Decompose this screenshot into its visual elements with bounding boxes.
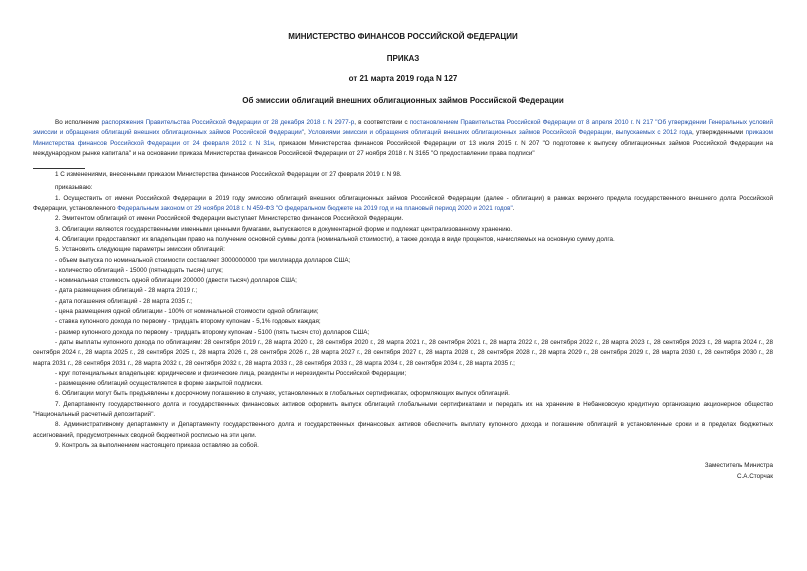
footnote: 1 С изменениями, внесенными приказом Министерства финансов Российской Федерации от 27 февраля 2019 г. N 98. <box>55 171 402 179</box>
document-title: Об эмиссии облигаций внешних облигационных займов Российской Федерации <box>242 96 564 105</box>
paragraph-4: 4. Облигации предоставляют их владельцам право на получение основной суммы долга (номинальной стоимости), а также дохода в виде процентов, начисляемых на основную сумму долга. <box>55 235 615 243</box>
intro-text-4: , утвержденными <box>692 129 746 137</box>
param-placement-price: - цена размещения одной облигации - 100% от номинальной стоимости одной облигации; <box>55 308 319 316</box>
link-government-order-2977[interactable]: распоряжения Правительства Российской Федерации от 28 декабря 2018 г. N 2977-р <box>101 119 355 126</box>
intro-text-1: Во исполнение <box>55 119 102 126</box>
footnote-separator <box>33 168 85 169</box>
param-placement-date: - дата размещения облигаций - 28 марта 2019 г.; <box>55 287 198 295</box>
intro-text-2: , в соответствии с <box>354 119 410 126</box>
link-resolution-217[interactable]: постановлением Правительства Российской Федерации от 8 апреля 2010 г. N 217 "Об утверждении Генеральных условий эмиссии и обращения облигаций внешних облигационных займов Российской Федерации" <box>33 119 774 137</box>
signature-name: С.А.Сторчак <box>736 472 773 480</box>
param-placement-form: - размещение облигаций осуществляется в форме закрытой подписки. <box>55 380 263 388</box>
paragraph-3: 3. Облигации являются государственными именными ценными бумагами, выпускаются в документарной форме и подлежат централизованному хранению. <box>55 225 513 233</box>
intro-text-3: , <box>304 129 309 137</box>
paragraph-1 <box>33 194 773 215</box>
signature-position: Заместитель Министра <box>704 462 773 470</box>
param-holders: - круг потенциальных владельцев: юридические и физические лица, резиденты и нерезиденты Российской Федерации; <box>55 369 407 377</box>
link-issuance-conditions[interactable]: Условиями эмиссии и обращения облигаций внешних облигационных займов Российской Федерации, выпускаемых с 2012 года <box>308 129 693 137</box>
param-nominal-value: - номинальная стоимость одной облигации 200000 (двести тысяч) долларов США; <box>55 277 297 285</box>
paragraph-5: 5. Установить следующие параметры эмиссии облигаций: <box>55 246 225 254</box>
param-quantity: - количество облигаций - 15000 (пятнадцать тысяч) штук; <box>55 266 223 274</box>
date-number-heading: от 21 марта 2019 года N 127 <box>348 74 458 83</box>
paragraph-6: 6. Облигации могут быть предъявлены к досрочному погашению в случаях, установленных в глобальных сертификатах, оформляющих выпуск облигаций. <box>55 390 510 398</box>
param-coupon-amount: - размер купонного дохода по первому - тридцать второму купонам - 5100 (пять тысяч сто) долларов США; <box>55 328 370 336</box>
param-coupon-rate: - ставка купонного дохода по первому - тридцать второму купонам - 5,1% годовых каждая; <box>55 318 321 326</box>
intro-text-5: , приказом Министерства финансов Российской Федерации от 13 июля 2015 г. N 207 "О подготовке к выпуску облигационных займов Российской Федерации на международном рынке капитала" и на основании приказа Министерства финансов Российской Федерации от 27 ноября 2018 г. N 3165 "О предоставлении права подписи" <box>33 139 774 157</box>
prikazyvayu-label: приказываю: <box>55 184 93 192</box>
intro-paragraph <box>33 118 773 159</box>
ministry-heading: МИНИСТЕРСТВО ФИНАНСОВ РОССИЙСКОЙ ФЕДЕРАЦИИ <box>288 32 518 41</box>
paragraph-7: 7. Департаменту государственного долга и государственных финансовых активов оформить выпуск облигаций глобальными сертификатами и передать их на хранение в Небанковскую кредитную организацию акционерное общество "Национальный расчетный депозитарий". <box>33 400 773 419</box>
paragraph-1-text-1: 1. Осуществить от имени Российской Федерации в 2019 году эмиссию облигаций внешних облигационных займов Российской Федерации (далее - облигации) в рамках верхнего предела государственного внешнего долга Российской Федерации, установленного <box>33 194 773 213</box>
param-maturity-date: - дата погашения облигаций - 28 марта 2035 г.; <box>55 297 192 305</box>
paragraph-9: 9. Контроль за выполнением настоящего приказа оставляю за собой. <box>55 441 259 449</box>
document-page <box>33 32 773 482</box>
link-order-31n[interactable]: приказом Министерства финансов Российской Федерации от 24 февраля 2012 г. N 31н <box>33 129 774 147</box>
signature-block <box>33 461 773 482</box>
paragraph-1-text-2: . <box>512 205 515 213</box>
paragraph-8: 8. Административному департаменту и Департаменту государственного долга и государственных финансовых активов обеспечить выплату купонного дохода и погашение облигаций в установленные сроки и в пределах бюджетных ассигнований, предусмотренных сводной бюджетной росписью на эти цели. <box>33 421 773 439</box>
param-volume: - объем выпуска по номинальной стоимости составляет 3000000000 три миллиарда долларов США; <box>55 256 351 264</box>
param-coupon-dates: - даты выплаты купонного дохода по облигациям: 28 сентября 2019 г., 28 марта 2020 г., 28 сентября 2020 г., 28 марта 2021 г., 28 сентября 2021 г., 28 марта 2022 г., 28 сентября 2022 г., 28 марта 2023 г., 28 сентября 2023 г., 28 марта 2024 г., 28 сентября 2024 г., 28 марта 2025 г., 28 сентября 2025 г., 28 марта 2026 г., 28 сентября 2026 г., 28 марта 2027 г., 28 сентября 2027 г., 28 марта 2028 г., 28 сентября 2028 г., 28 марта 2029 г., 28 сентября 2029 г., 28 марта 2030 г., 28 сентября 2030 г., 28 марта 2031 г., 28 сентября 2031 г., 28 марта 2032 г., 28 сентября 2032 г., 28 марта 2033 г., 28 сентября 2033 г., 28 марта 2034 г., 28 сентября 2034 г., 28 марта 2035 г.; <box>33 338 773 367</box>
link-federal-law-459[interactable]: Федеральным законом от 29 ноября 2018 г. N 459-ФЗ "О федеральном бюджете на 2019 год и на плановый период 2020 и 2021 годов" <box>117 205 513 213</box>
doc-type-heading: ПРИКАЗ <box>386 54 420 63</box>
paragraph-2: 2. Эмитентом облигаций от имени Российской Федерации выступает Министерство финансов Российской Федерации. <box>55 215 404 223</box>
